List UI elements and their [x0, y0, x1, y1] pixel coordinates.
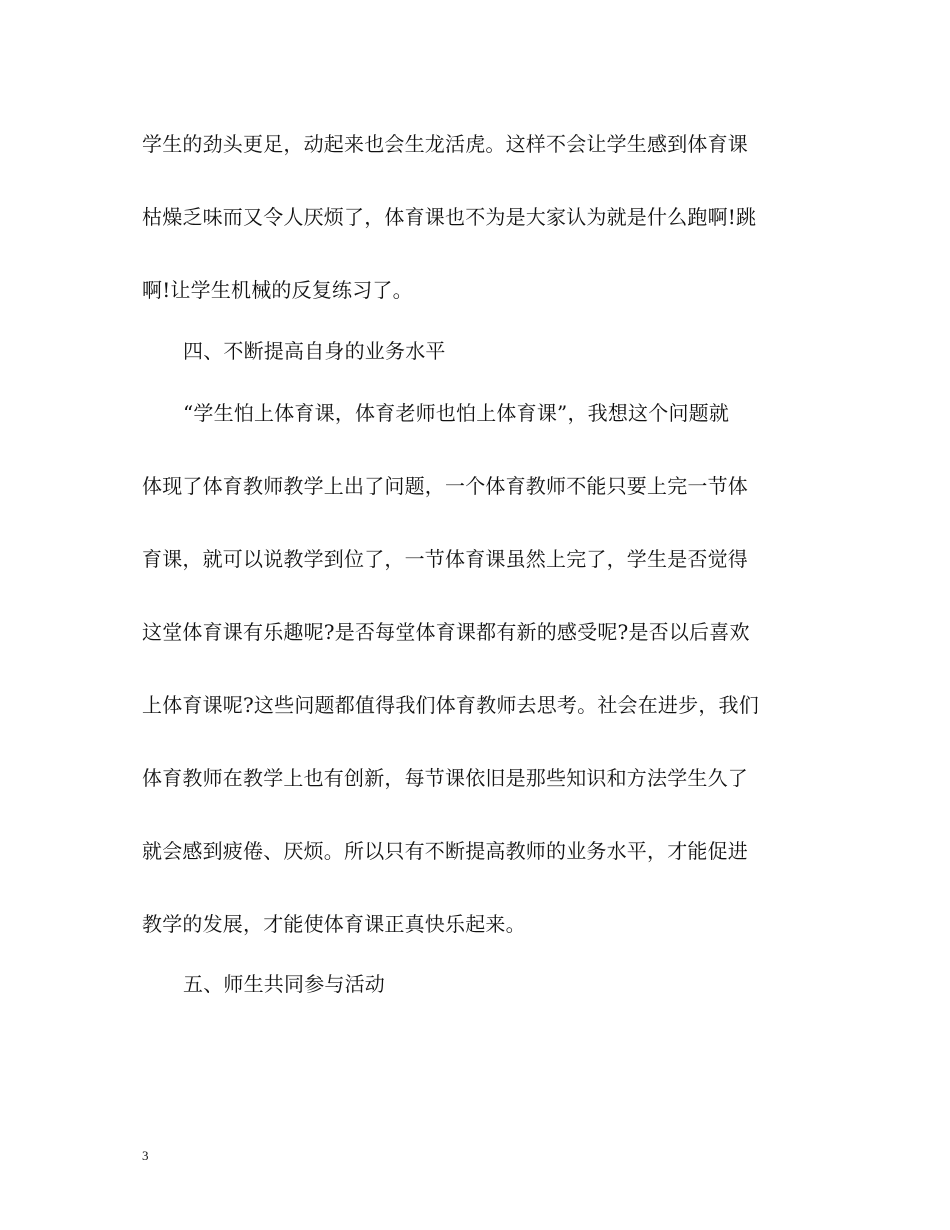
- section-heading: 四、不断提高自身的业务水平: [183, 339, 446, 363]
- paragraph-line: “学生怕上体育课，体育老师也怕上体育课”，我想这个问题就: [183, 401, 730, 425]
- paragraph-line: 上体育课呢?这些问题都值得我们体育教师去思考。社会在进步，我们: [142, 693, 759, 717]
- page-number: 3: [142, 1148, 149, 1163]
- section-heading: 五、师生共同参与活动: [183, 972, 385, 996]
- paragraph-line: 枯燥乏味而又令人厌烦了，体育课也不为是大家认为就是什么跑啊!跳: [142, 205, 757, 229]
- paragraph-line: 这堂体育课有乐趣呢?是否每堂体育课都有新的感受呢?是否以后喜欢: [142, 620, 750, 644]
- paragraph-line: 体育教师在教学上也有创新，每节课依旧是那些知识和方法学生久了: [142, 766, 748, 790]
- paragraph-line: 育课，就可以说教学到位了，一节体育课虽然上完了，学生是否觉得: [142, 547, 748, 571]
- paragraph-line: 教学的发展，才能使体育课正真快乐起来。: [142, 912, 526, 936]
- paragraph-line: 啊!让学生机械的反复练习了。: [142, 278, 413, 302]
- paragraph-line: 就会感到疲倦、厌烦。所以只有不断提高教师的业务水平，才能促进: [142, 839, 748, 863]
- paragraph-line: 体现了体育教师教学上出了问题，一个体育教师不能只要上完一节体: [142, 474, 748, 498]
- paragraph-line: 学生的劲头更足，动起来也会生龙活虎。这样不会让学生感到体育课: [142, 132, 748, 156]
